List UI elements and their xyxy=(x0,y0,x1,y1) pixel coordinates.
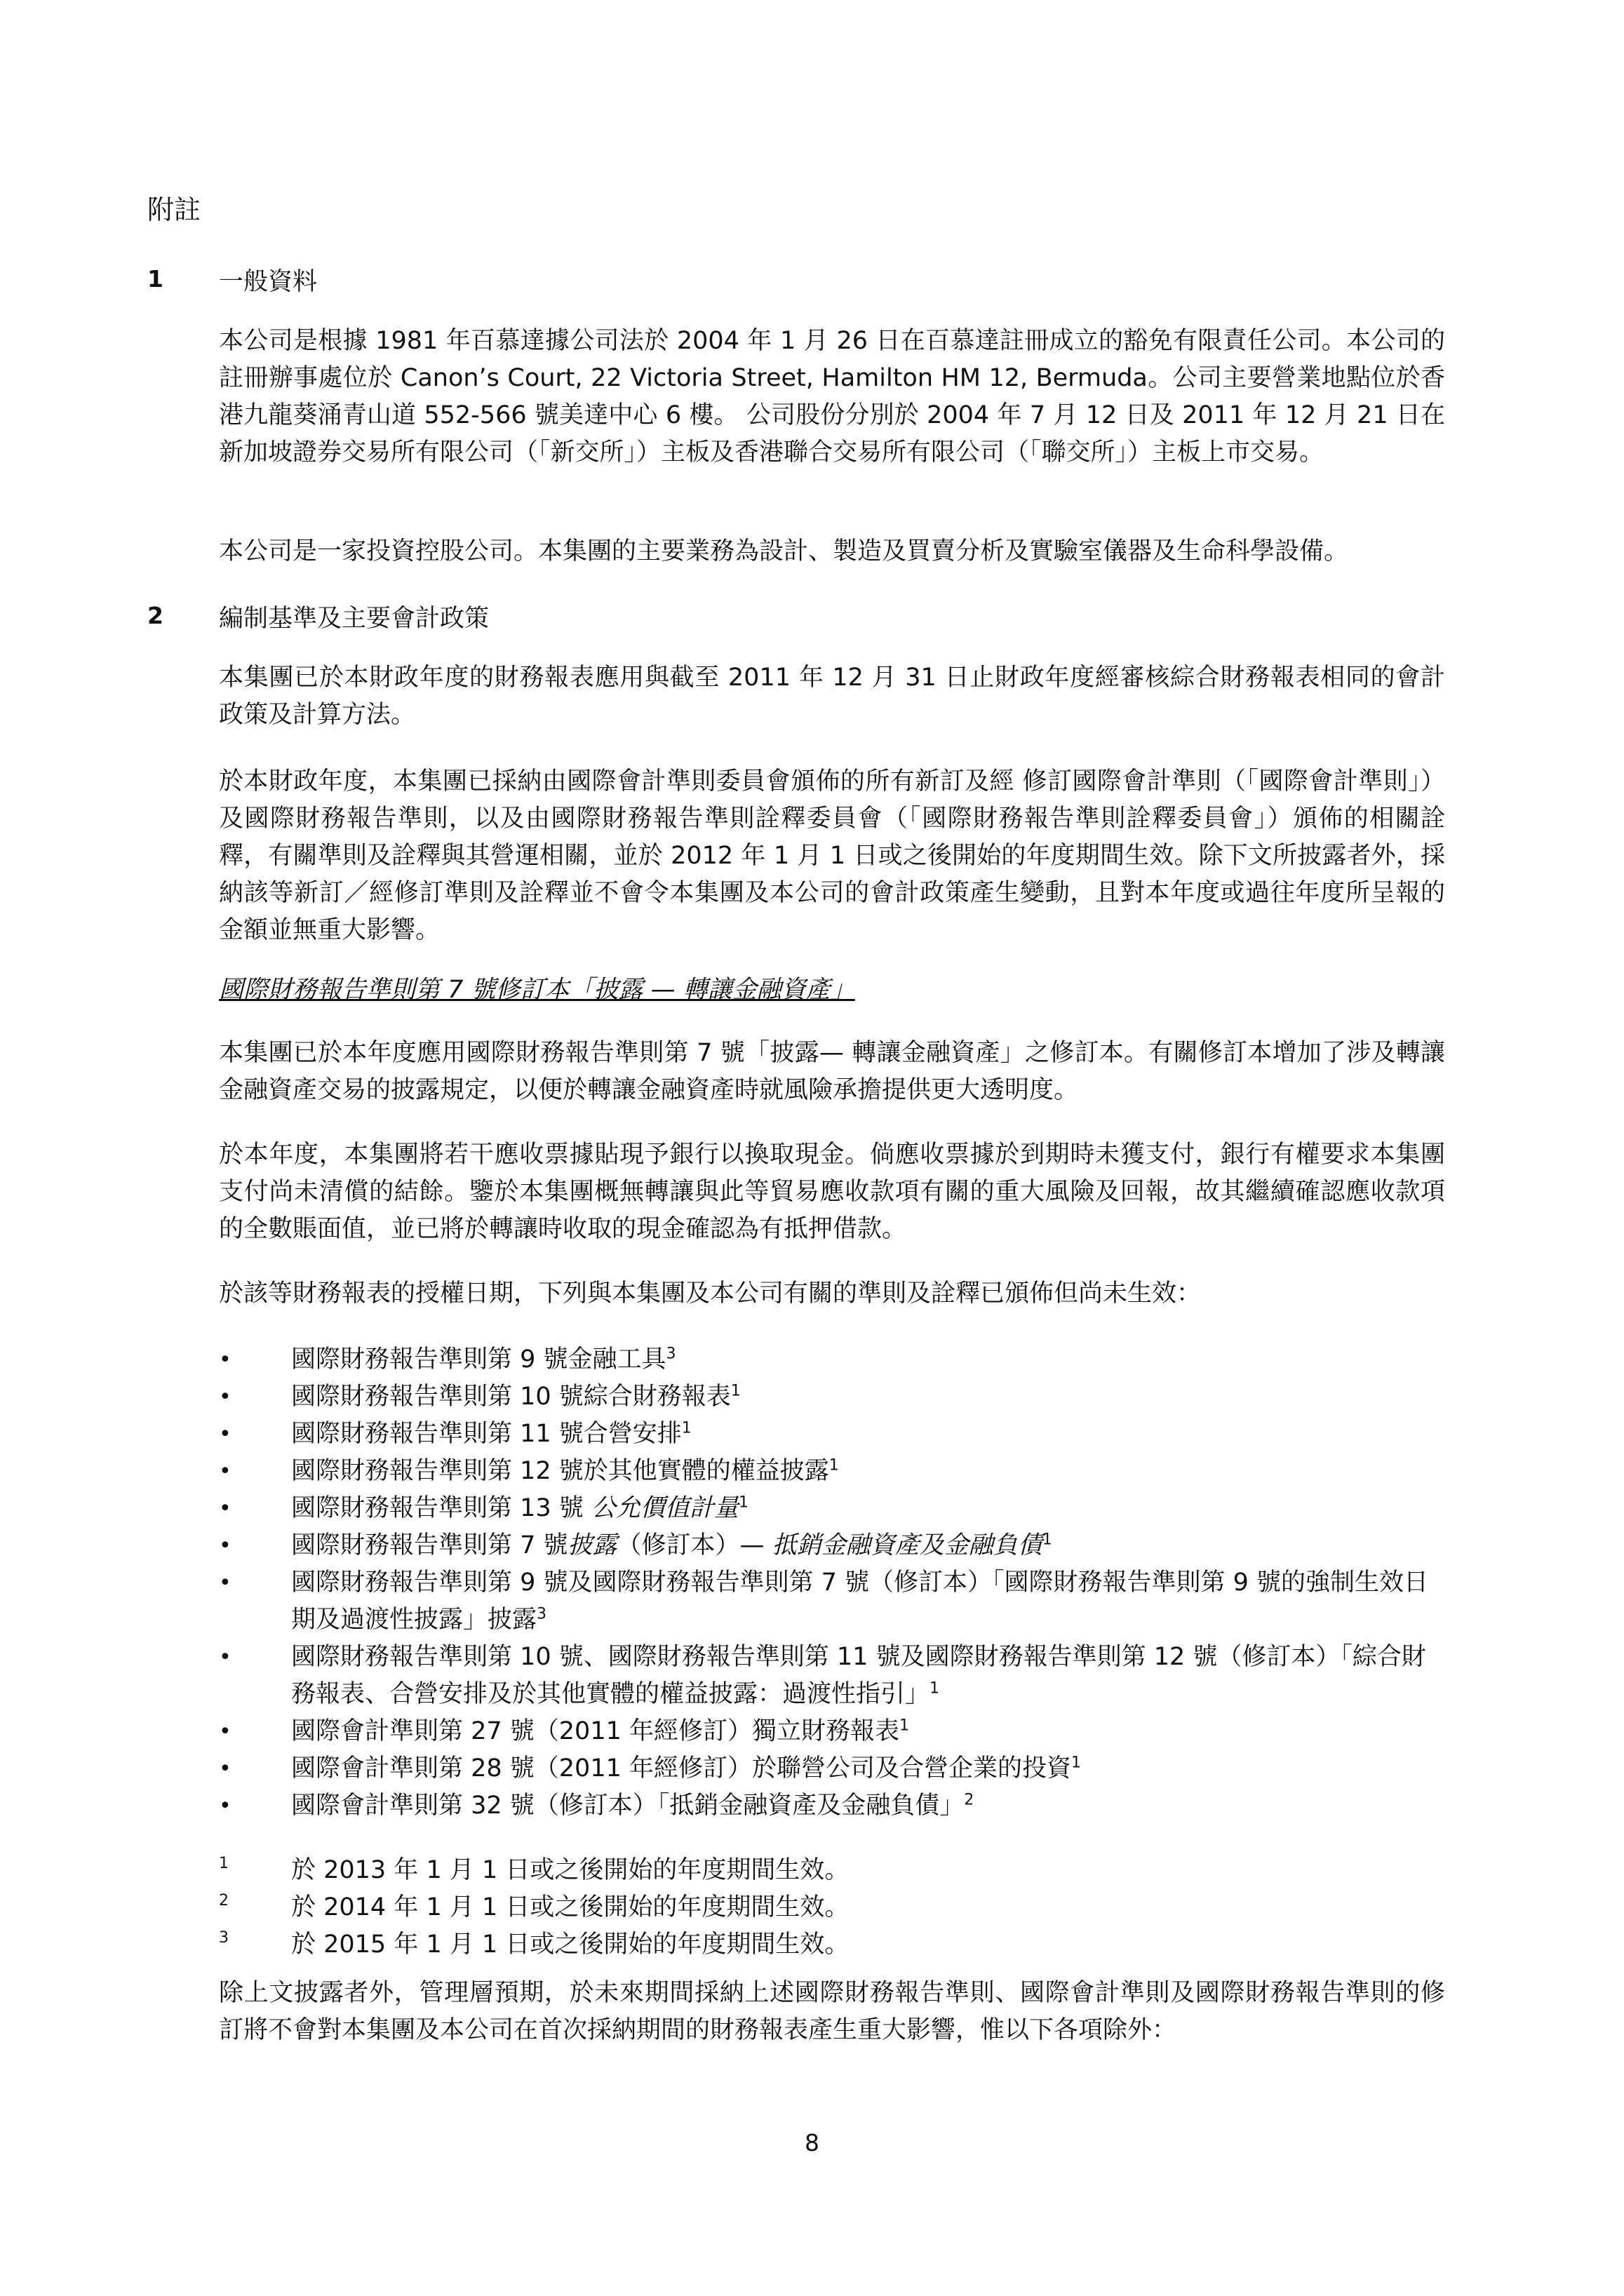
list-item: • 國際財務報告準則第 11 號合營安排$^1$ xyxy=(219,1416,1445,1453)
standards-list xyxy=(219,1341,1445,1825)
page-number: 8 xyxy=(805,2129,819,2156)
list-item: • 國際財務報告準則第 10 號綜合財務報表$^1$ xyxy=(219,1378,1445,1416)
paragraph: 本公司是根據 1981 年百慕達據公司法於 2004 年 1 月 26 日在百慕達註冊成立的豁免有限責任公司。本公司的註冊辦事處位於 Canon’s Court, 22 Victoria Street, Hamilton HM 12, Bermuda。公司主要營業地點位於香港九龍葵涌青山道 552-566 號美達中心 6 樓。 公司股份分別於 2004 年 7 月 12 日及 2011 年 12 月 21 日在新加坡證券交易所有限公司（「新交所」）主板及香港聯合交易所有限公司（「聯交所」）主板上市交易。 xyxy=(219,327,1445,466)
paragraph: 本集團已於本財政年度的財務報表應用與截至 2011 年 12 月 31 日止財政年度經審核綜合財務報表相同的會計政策及計算方法。 xyxy=(219,664,1445,729)
footnote: 1 於 2013 年 1 月 1 日或之後開始的年度期間生效。 xyxy=(219,1852,1445,1889)
section-number: 1 xyxy=(147,265,163,293)
paragraph: 本公司是一家投資控股公司。本集團的主要業務為設計、製造及買賣分析及實驗室儀器及生命科學設備。 xyxy=(219,537,1349,565)
section-title: 一般資料 xyxy=(219,268,318,296)
paragraph: 本集團已於本年度應用國際財務報告準則第 7 號「披露— 轉讓金融資產」之修訂本。有關修訂本增加了涉及轉讓金融資產交易的披露規定，以便於轉讓金融資產時就風險承擔提供更大透明度。 xyxy=(219,1039,1445,1104)
list-item: • 國際會計準則第 32 號（修訂本）「抵銷金融資產及金融負債」$^2$ xyxy=(219,1787,1445,1825)
footnote: 3 於 2015 年 1 月 1 日或之後開始的年度期間生效。 xyxy=(219,1926,1445,1963)
notes-header: 附註 xyxy=(147,194,201,225)
list-item: • 國際會計準則第 27 號（2011 年經修訂）獨立財務報表$^1$ xyxy=(219,1713,1445,1750)
footnote-number: 2 xyxy=(219,1892,229,1909)
list-item: • 國際財務報告準則第 9 號及國際財務報告準則第 7 號（修訂本）「國際財務報告準則第 9 號的強制生效日期及過渡性披露」披露$^3$ xyxy=(219,1564,1445,1639)
list-item: • 國際財務報告準則第 7 號披露（修訂本）— 抵銷金融資產及金融負債$^1$ xyxy=(219,1527,1445,1564)
list-item: • 國際會計準則第 28 號（2011 年經修訂）於聯營公司及合營企業的投資$^1$ xyxy=(219,1750,1445,1787)
section-number: 2 xyxy=(147,602,163,629)
paragraph: 於本財政年度，本集團已採納由國際會計準則委員會頒佈的所有新訂及經 修訂國際會計準則（「國際會計準則」）及國際財務報告準則，以及由國際財務報告準則詮釋委員會（「國際財務報告準則詮釋委員會」）頒佈的相關詮釋，有關準則及詮釋與其營運相關，並於 2012 年 1 月 1 日或之後開始的年度期間生效。除下文所披露者外，採納該等新訂／經修訂準則及詮釋並不會令本集團及本公司的會計政策產生變動，且對本年度或過往年度所呈報的金額並無重大影響。 xyxy=(219,767,1445,944)
list-item: • 國際財務報告準則第 9 號金融工具$^3$ xyxy=(219,1341,1445,1378)
subheading: 國際財務報告準則第 7 號修訂本「披露 — 轉讓金融資產」 xyxy=(219,976,855,1004)
list-item: • 國際財務報告準則第 13 號 公允價值計量$^1$ xyxy=(219,1490,1445,1527)
footnote: 2 於 2014 年 1 月 1 日或之後開始的年度期間生效。 xyxy=(219,1889,1445,1926)
list-item: • 國際財務報告準則第 12 號於其他實體的權益披露$^1$ xyxy=(219,1453,1445,1490)
footnote-list xyxy=(219,1852,1445,1963)
list-item: • 國際財務報告準則第 10 號、國際財務報告準則第 11 號及國際財務報告準則第 12 號（修訂本）「綜合財務報表、合營安排及於其他實體的權益披露：過渡性指引」$^1$ xyxy=(219,1639,1445,1713)
paragraph: 除上文披露者外，管理層預期，於未來期間採納上述國際財務報告準則、國際會計準則及國際財務報告準則的修訂將不會對本集團及本公司在首次採納期間的財務報表產生重大影響，惟以下各項除外： xyxy=(219,1979,1445,2044)
footnote-number: 3 xyxy=(219,1929,229,1947)
paragraph: 於本年度，本集團將若干應收票據貼現予銀行以換取現金。倘應收票據於到期時未獲支付，銀行有權要求本集團支付尚未清償的結餘。鑒於本集團概無轉讓與此等貿易應收款項有關的重大風險及回報，故其繼續確認應收款項的全數賬面值，並已將於轉讓時收取的現金確認為有抵押借款。 xyxy=(219,1141,1445,1243)
section-title: 編制基準及主要會計政策 xyxy=(219,605,490,633)
paragraph: 於該等財務報表的授權日期，下列與本集團及本公司有關的準則及詮釋已頒佈但尚未生效： xyxy=(219,1280,1202,1308)
footnote-number: 1 xyxy=(219,1855,229,1872)
